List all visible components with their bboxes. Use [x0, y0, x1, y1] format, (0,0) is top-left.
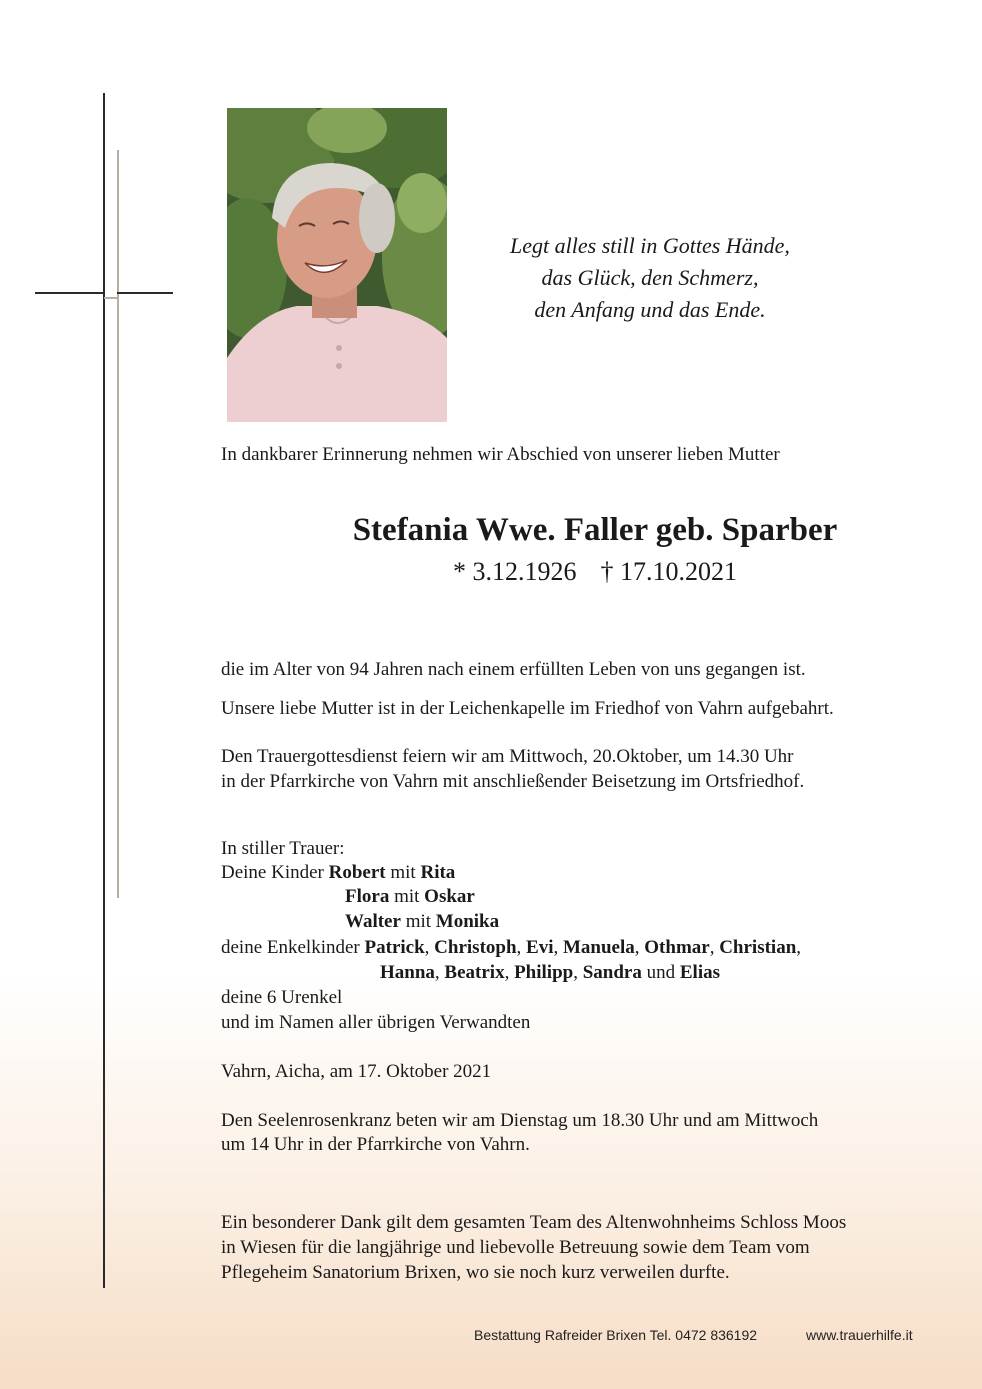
verse-line: Legt alles still in Gottes Hände,	[510, 233, 790, 258]
great-grandchildren: deine 6 Urenkel	[221, 987, 343, 1008]
grandchild-name: Sandra	[582, 962, 642, 983]
life-dates	[200, 557, 982, 587]
funeral-service-line: in der Pfarrkirche von Vahrn mit anschließender Beisetzung im Ortsfriedhof.	[221, 771, 805, 792]
thanks-line: Pflegeheim Sanatorium Brixen, wo sie noch kurz verweilen durfte.	[221, 1262, 730, 1283]
funeral-service-line: Den Trauergottesdienst feiern wir am Mittwoch, 20.Oktober, um 14.30 Uhr	[221, 746, 794, 767]
deceased-name: Stefania Wwe. Faller geb. Sparber	[352, 512, 838, 548]
child-name: Robert	[328, 862, 386, 883]
undertaker-info: Bestattung Rafreider Brixen Tel. 0472 836192	[474, 1327, 758, 1343]
relatives-line: und im Namen aller übrigen Verwandten	[221, 1012, 531, 1033]
connector: mit	[405, 911, 432, 932]
children-prefix: Deine Kinder	[221, 862, 324, 883]
grandchildren-prefix: deine Enkelkinder	[221, 937, 360, 958]
cross-horizontal-shadow	[104, 297, 118, 299]
grandchild-name: Othmar	[644, 937, 710, 958]
cross-horizontal-bar-left	[35, 292, 105, 294]
children-line	[345, 911, 499, 933]
connector: mit	[394, 886, 420, 907]
rosary-line: Den Seelenrosenkranz beten wir am Dienstag um 18.30 Uhr und am Mittwoch	[221, 1110, 819, 1131]
body-paragraph-age: die im Alter von 94 Jahren nach einem erfüllten Leben von uns gegangen ist.	[221, 659, 806, 680]
death-date: † 17.10.2021	[600, 557, 737, 586]
rosary-line: um 14 Uhr in der Pfarrkirche von Vahrn.	[221, 1134, 530, 1155]
child-name: Walter	[345, 911, 401, 932]
cross-vertical-bar	[103, 93, 105, 1288]
memorial-verse	[470, 230, 830, 326]
partner-name: Rita	[420, 862, 456, 883]
grandchild-name: Christian	[719, 937, 797, 958]
grandchild-name: Philipp	[514, 962, 574, 983]
mourners-heading: In stiller Trauer:	[221, 838, 345, 859]
body-paragraph-laid-out: Unsere liebe Mutter ist in der Leichenkapelle im Friedhof von Vahrn aufgebahrt.	[221, 698, 834, 719]
grandchild-name: Elias	[679, 962, 720, 983]
partner-name: Oskar	[424, 886, 475, 907]
partner-name: Monika	[435, 911, 500, 932]
portrait-photo	[227, 108, 447, 422]
verse-line: das Glück, den Schmerz,	[541, 265, 759, 290]
thanks-line: Ein besonderer Dank gilt dem gesamten Team des Altenwohnheims Schloss Moos	[221, 1212, 847, 1233]
intro-text: In dankbarer Erinnerung nehmen wir Abschied von unserer lieben Mutter	[221, 444, 780, 465]
place-date: Vahrn, Aicha, am 17. Oktober 2021	[221, 1061, 492, 1082]
grandchild-name: Patrick	[364, 937, 425, 958]
grandchildren-line: deine Enkelkinder Patrick, Christoph, Evi, Manuela, Othmar, Christian,	[221, 937, 802, 958]
website-link[interactable]: www.trauerhilfe.it	[806, 1327, 913, 1343]
verse-line: den Anfang und das Ende.	[534, 297, 766, 322]
thanks-line: in Wiesen für die langjährige und liebevolle Betreuung sowie dem Team vom	[221, 1237, 810, 1258]
birth-date: * 3.12.1926	[453, 557, 577, 586]
child-name: Flora	[345, 886, 390, 907]
grandchild-name: Manuela	[562, 937, 635, 958]
children-line	[221, 862, 455, 884]
children-line	[345, 886, 475, 908]
grandchild-name: Beatrix	[444, 962, 505, 983]
connector: und	[646, 962, 676, 983]
grandchild-name: Evi	[526, 937, 554, 958]
grandchildren-line: Hanna, Beatrix, Philipp, Sandra und Elias	[380, 962, 720, 983]
connector: mit	[390, 862, 416, 883]
grandchild-name: Christoph	[434, 937, 517, 958]
grandchild-name: Hanna	[380, 962, 435, 983]
cross-horizontal-bar-right	[117, 292, 173, 294]
cross-vertical-shadow	[117, 150, 119, 898]
